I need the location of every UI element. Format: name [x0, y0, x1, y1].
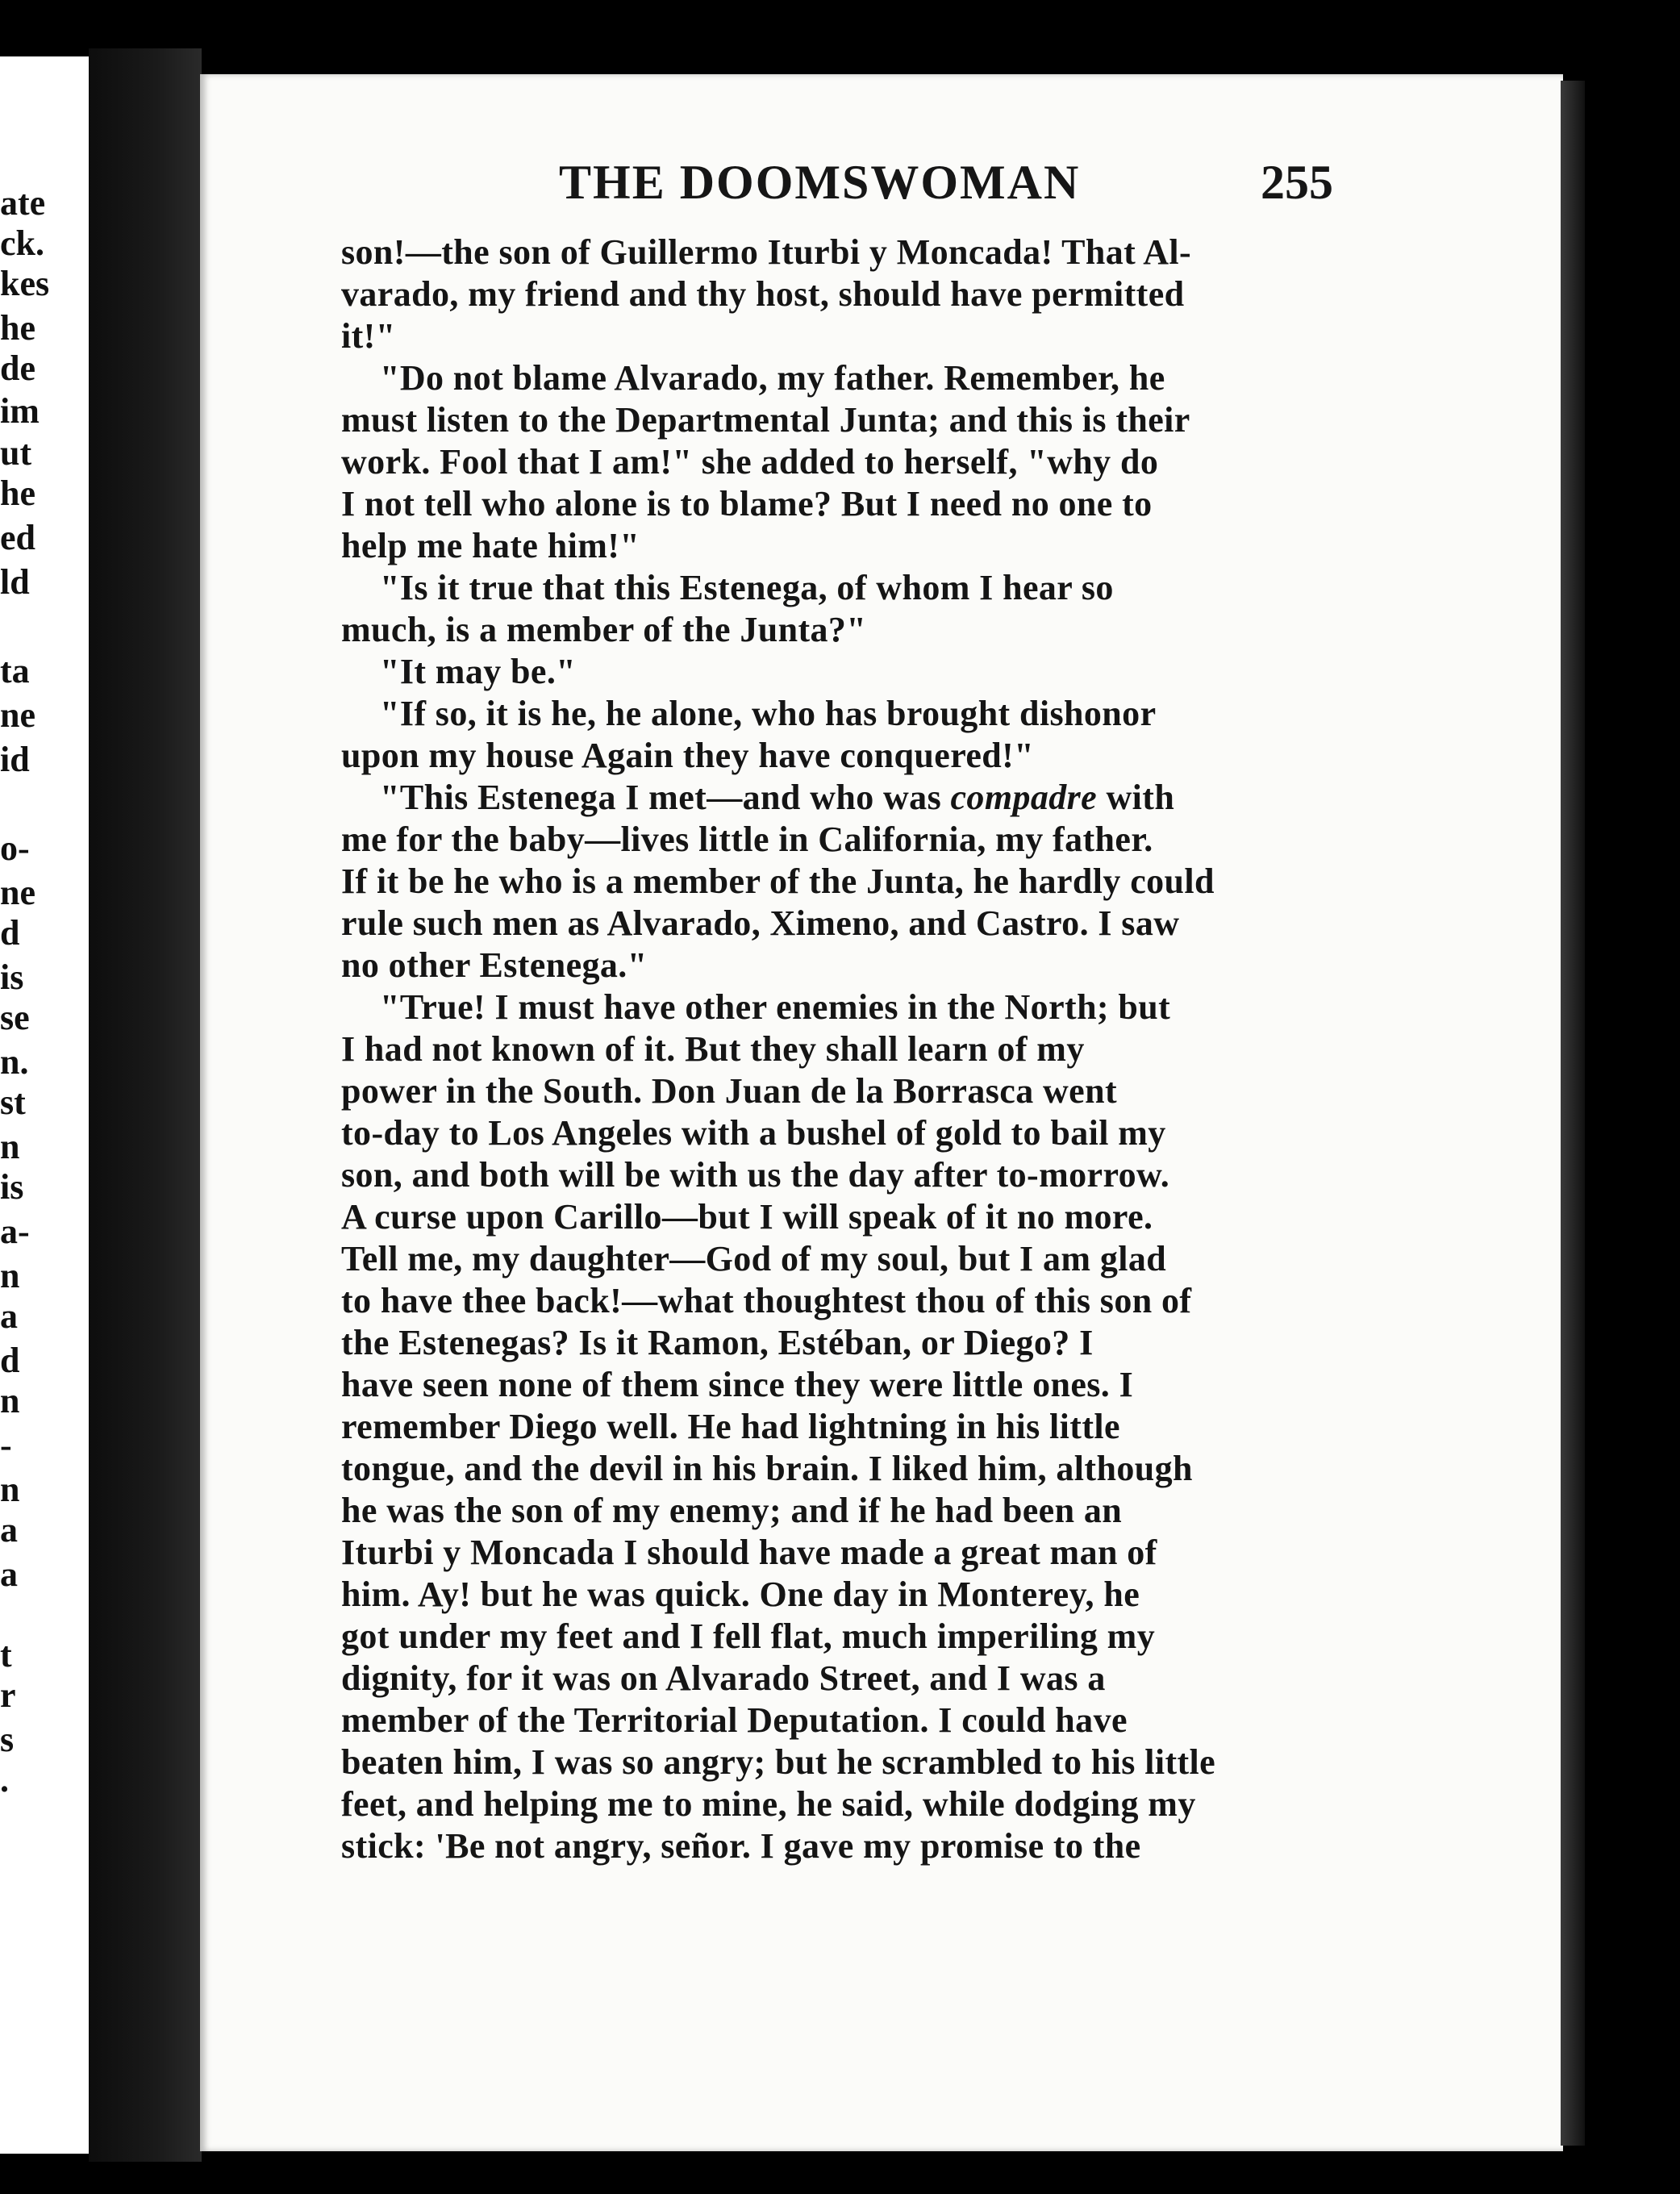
text-line: him. Ay! but he was quick. One day in Monterey, he	[341, 1575, 1140, 1614]
left-page-fragment: .	[0, 1760, 9, 1800]
left-page-fragment: n	[0, 1127, 20, 1166]
text-line: I not tell who alone is to blame? But I need no one to	[341, 484, 1153, 523]
left-page-fragment: n	[0, 1256, 20, 1295]
left-page-fragment: kes	[0, 264, 50, 303]
italic-text-run: compadre	[950, 778, 1098, 817]
left-page-fragment: a-	[0, 1212, 30, 1251]
text-line: Tell me, my daughter—God of my soul, but I am glad	[341, 1239, 1167, 1278]
left-page-fragment: ate	[0, 183, 46, 223]
left-page-fragment: im	[0, 391, 40, 431]
left-page-fragment: is	[0, 1167, 24, 1207]
text-line: Iturbi y Moncada I should have made a great man of	[341, 1533, 1157, 1572]
left-page-fragment: id	[0, 740, 30, 779]
left-page-fragment: n	[0, 1381, 20, 1420]
text-line: no other Estenega."	[341, 945, 648, 985]
text-line: "Do not blame Alvarado, my father. Remember, he	[380, 358, 1165, 398]
left-facing-page	[0, 56, 89, 2154]
book-gutter	[89, 48, 202, 2162]
text-run: "This Estenega I met—and who was	[380, 778, 951, 817]
text-line: help me hate him!"	[341, 526, 640, 565]
text-line: stick: 'Be not angry, señor. I gave my promise to the	[341, 1826, 1141, 1866]
left-page-fragment: ne	[0, 695, 35, 735]
text-line: son!—the son of Guillermo Iturbi y Moncada! That Al-	[341, 232, 1192, 272]
text-line: the Estenegas? Is it Ramon, Estéban, or Diego? I	[341, 1323, 1094, 1362]
left-page-fragment: d	[0, 1341, 20, 1380]
text-line: rule such men as Alvarado, Ximeno, and Castro. I saw	[341, 903, 1180, 943]
left-page-fragment: r	[0, 1675, 16, 1715]
text-line: power in the South. Don Juan de la Borrasca went	[341, 1071, 1118, 1111]
text-line: "True! I must have other enemies in the North; but	[380, 987, 1171, 1027]
text-line: he was the son of my enemy; and if he had been an	[341, 1491, 1123, 1530]
running-head	[200, 155, 1563, 211]
text-line: A curse upon Carillo—but I will speak of it no more.	[341, 1197, 1153, 1237]
text-line: member of the Territorial Deputation. I could have	[341, 1700, 1128, 1740]
text-line: must listen to the Departmental Junta; and this is their	[341, 400, 1190, 440]
text-line: much, is a member of the Junta?"	[341, 610, 867, 649]
text-line	[341, 777, 1547, 819]
left-page-fragment: n.	[0, 1042, 29, 1082]
text-line: to-day to Los Angeles with a bushel of gold to bail my	[341, 1113, 1166, 1153]
text-line: son, and both will be with us the day after to-morrow.	[341, 1155, 1170, 1195]
left-page-fragment: n	[0, 1470, 20, 1509]
left-page-fragment: ld	[0, 562, 30, 602]
left-page-fragment: de	[0, 348, 35, 388]
left-page-fragment: a	[0, 1510, 18, 1550]
left-page-fragment: st	[0, 1082, 26, 1122]
text-line: If it be he who is a member of the Junta, he hardly could	[341, 861, 1215, 901]
left-page-fragment: ck.	[0, 223, 44, 263]
left-page-fragment: ne	[0, 873, 35, 912]
text-line: dignity, for it was on Alvarado Street, and I was a	[341, 1658, 1106, 1698]
body-text	[341, 231, 1547, 1867]
page-edge	[1561, 81, 1585, 2146]
left-page-fragment: -	[0, 1425, 12, 1465]
text-line: "It may be."	[380, 652, 577, 691]
left-page-fragment: t	[0, 1635, 12, 1675]
left-page-fragment: ed	[0, 518, 35, 557]
text-line: to have thee back!—what thoughtest thou of this son of	[341, 1281, 1192, 1320]
left-page-fragment: is	[0, 957, 24, 997]
text-line: tongue, and the devil in his brain. I liked him, although	[341, 1449, 1193, 1488]
text-line: "Is it true that this Estenega, of whom I hear so	[380, 568, 1114, 607]
text-line: feet, and helping me to mine, he said, while dodging my	[341, 1784, 1196, 1824]
running-title: THE DOOMSWOMAN	[559, 156, 1081, 209]
left-page-fragment: ta	[0, 651, 30, 690]
book-page	[200, 74, 1563, 2151]
left-page-fragment: he	[0, 473, 35, 513]
text-line: have seen none of them since they were little ones. I	[341, 1365, 1134, 1404]
text-line: remember Diego well. He had lightning in his little	[341, 1407, 1120, 1446]
left-page-fragment: se	[0, 998, 30, 1037]
left-page-fragment: d	[0, 913, 20, 953]
left-page-fragment: ut	[0, 433, 32, 473]
text-line: got under my feet and I fell flat, much imperiling my	[341, 1616, 1156, 1656]
text-line: work. Fool that I am!" she added to herself, "why do	[341, 442, 1159, 482]
left-page-fragment: he	[0, 308, 35, 348]
text-line: upon my house Again they have conquered!"	[341, 736, 1035, 775]
text-line: I had not known of it. But they shall learn of my	[341, 1029, 1085, 1069]
left-page-fragment: s	[0, 1720, 15, 1759]
page-number: 255	[1261, 156, 1333, 209]
left-page-fragment: a	[0, 1554, 18, 1594]
left-page-fragment: o-	[0, 828, 30, 868]
text-line: beaten him, I was so angry; but he scrambled to his little	[341, 1742, 1216, 1782]
left-page-fragment: a	[0, 1296, 18, 1336]
text-line: varado, my friend and thy host, should have permitted	[341, 274, 1185, 314]
text-line: me for the baby—lives little in California, my father.	[341, 820, 1153, 859]
text-line: "If so, it is he, he alone, who has brought dishonor	[380, 694, 1157, 733]
text-line: it!"	[341, 316, 396, 356]
text-run: with	[1097, 778, 1175, 817]
